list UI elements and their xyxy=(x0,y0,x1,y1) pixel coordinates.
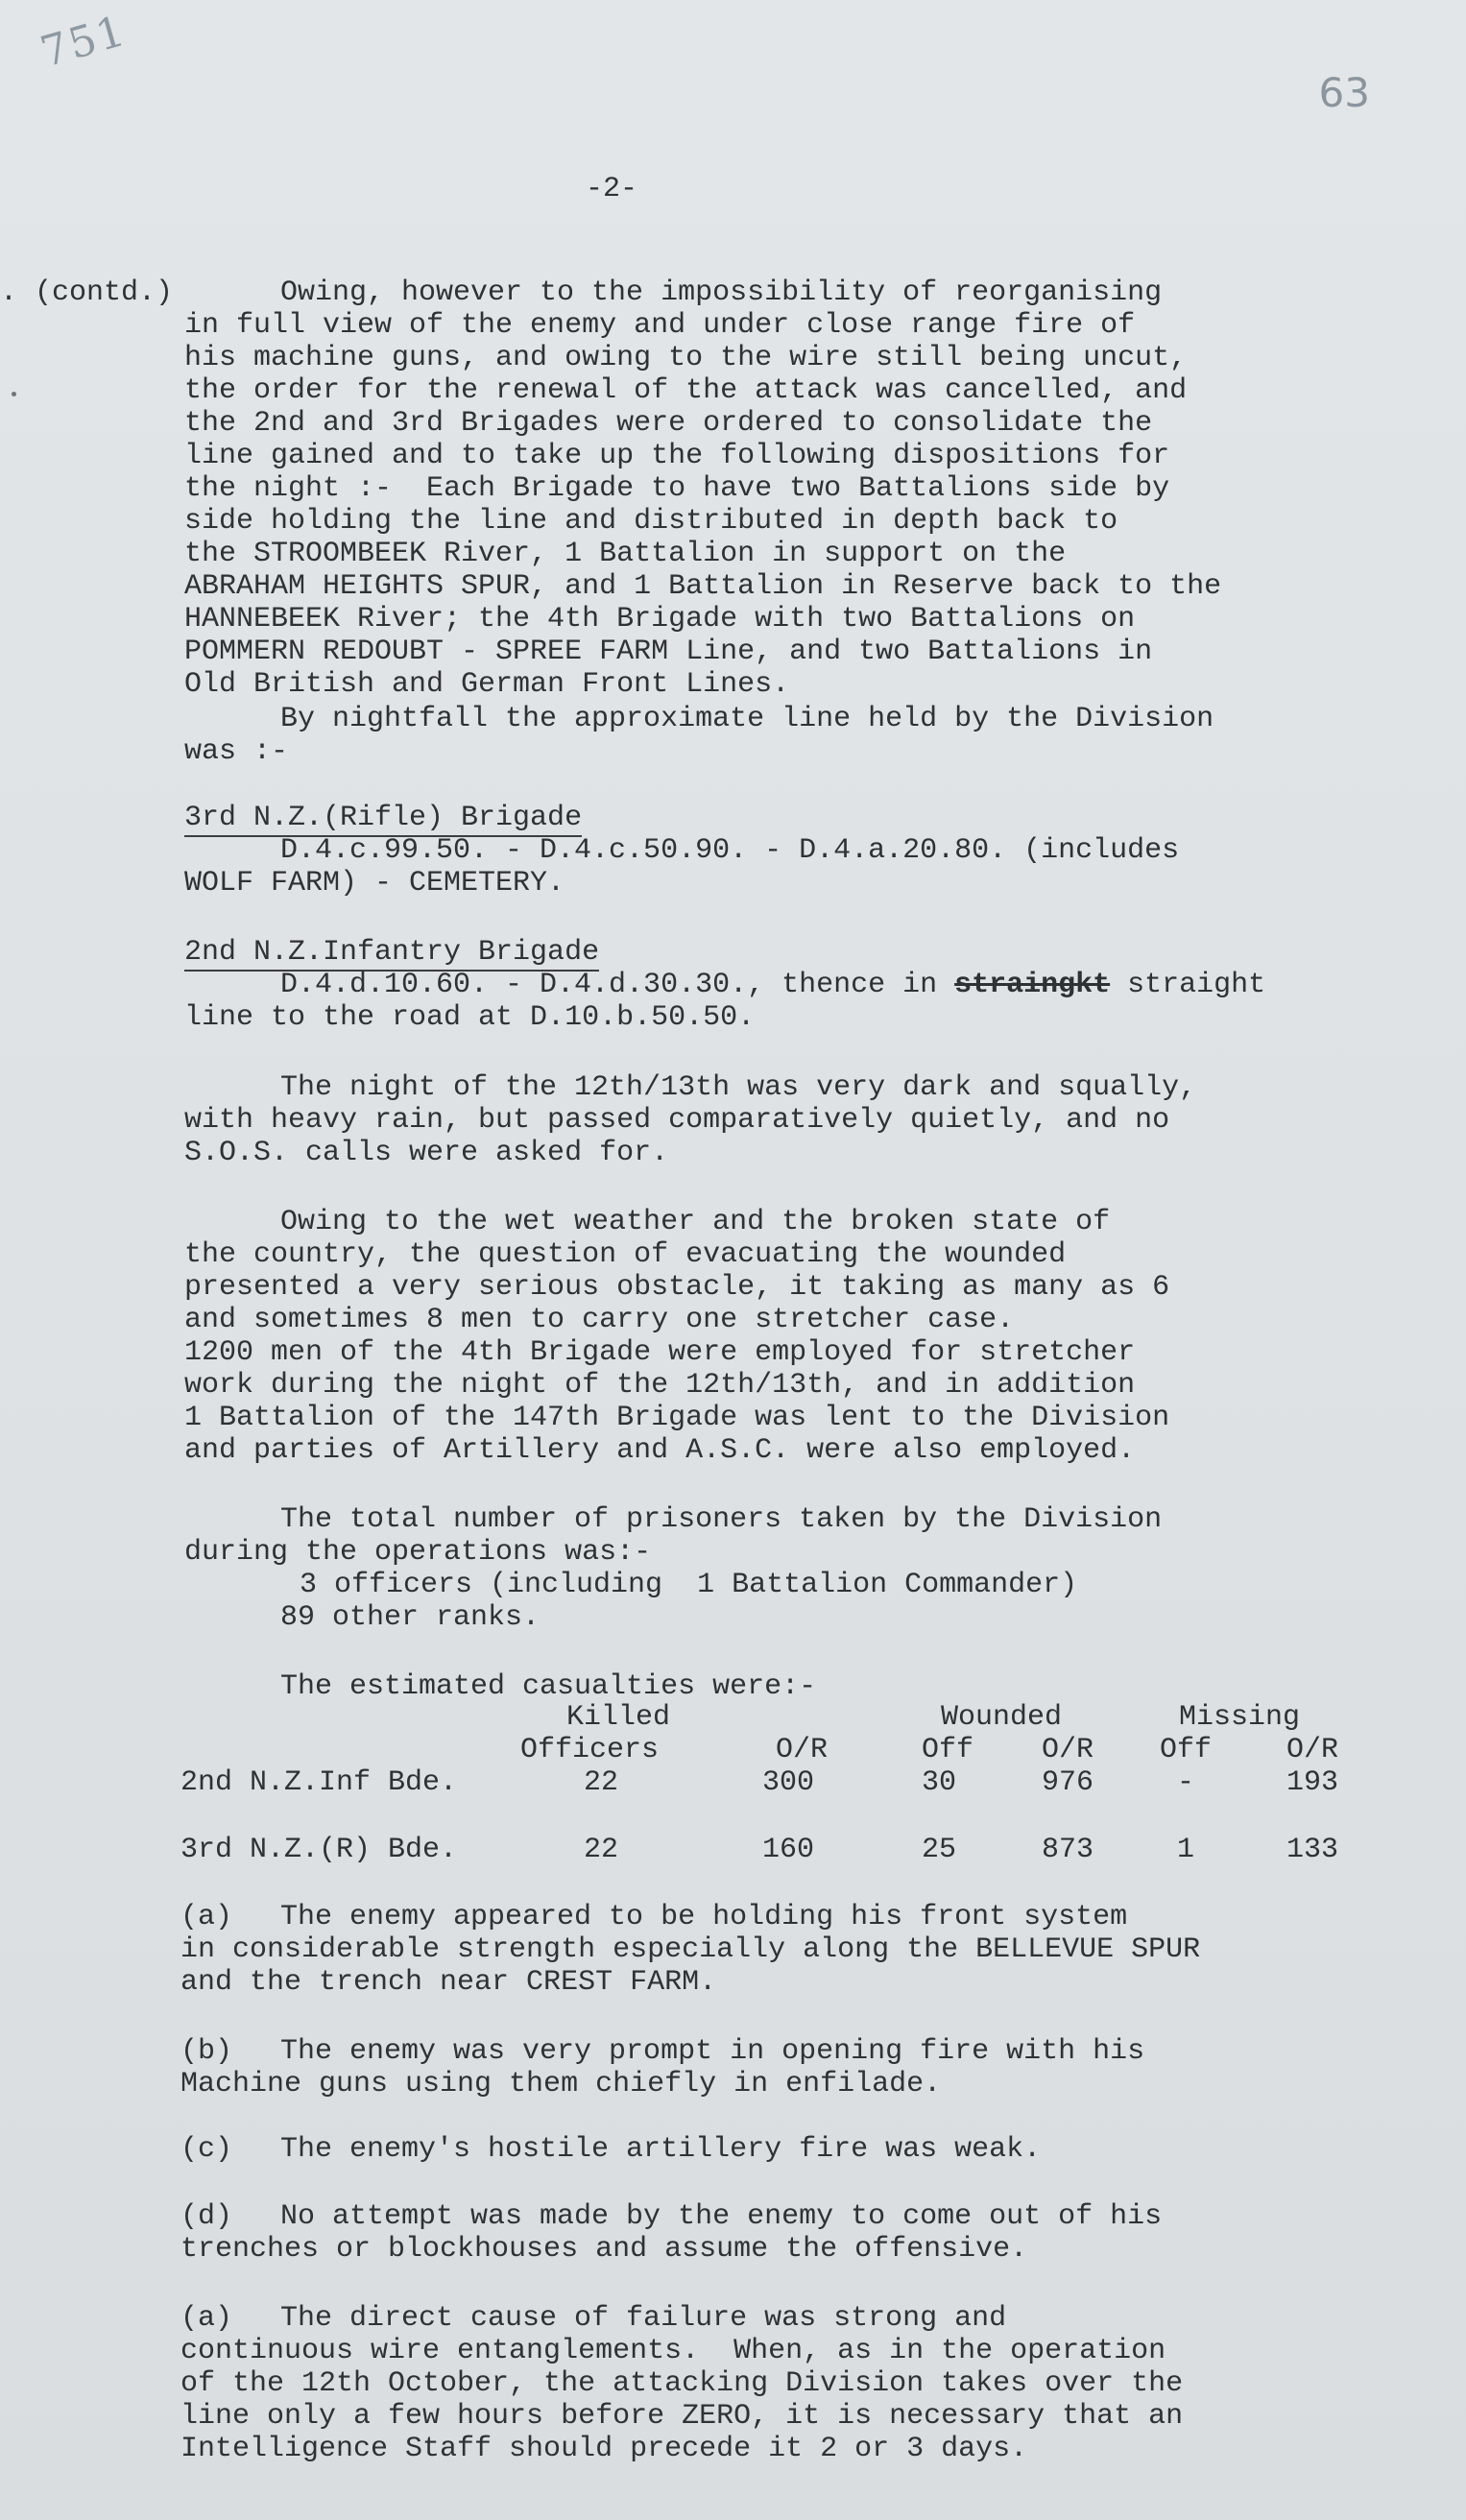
brigade3-heading: 3rd N.Z.(Rifle) Brigade xyxy=(184,802,582,837)
brigade2-line-2: line to the road at D.10.b.50.50. xyxy=(184,1001,756,1034)
casualties-intro: The estimated casualties were:- xyxy=(280,1670,817,1703)
margin-mark xyxy=(12,392,16,396)
obs-d-label: (d) xyxy=(180,2200,233,2233)
paragraph1-line-3: his machine guns, and owing to the wire still being uncut, xyxy=(184,342,1188,374)
row-1-killed-or: 300 xyxy=(762,1766,815,1799)
row-1-wounded-off: 30 xyxy=(922,1766,957,1799)
obs-c-line-1: The enemy's hostile artillery fire was weak. xyxy=(280,2133,1042,2166)
struck-word: straingkt xyxy=(954,969,1111,1001)
paragraph1-line-11: HANNEBEEK River; the 4th Brigade with two Battalions on xyxy=(184,603,1136,636)
folio-number-annotation: 63 xyxy=(1318,69,1370,116)
obs-e-line-5: Intelligence Staff should precede it 2 or 3 days. xyxy=(180,2433,1028,2465)
obs-a-line-2: in considerable strength especially along the BELLEVUE SPUR xyxy=(180,1933,1201,1966)
row-1-unit: 2nd N.Z.Inf Bde. xyxy=(180,1766,458,1799)
row-2-killed-officers: 22 xyxy=(584,1834,619,1866)
row-2-killed-or: 160 xyxy=(762,1834,815,1866)
obs-a-line-3: and the trench near CREST FARM. xyxy=(180,1966,717,1999)
prisoners-intro-1: The total number of prisoners taken by the Division xyxy=(280,1503,1163,1536)
obs-b-line-1: The enemy was very prompt in opening fire with his xyxy=(280,2035,1145,2068)
wounded-line-1: Owing to the wet weather and the broken state of xyxy=(280,1206,1111,1238)
night-line-2: with heavy rain, but passed comparatively quietly, and no xyxy=(184,1104,1170,1137)
wounded-line-7: 1 Battalion of the 147th Brigade was lent to the Division xyxy=(184,1402,1170,1434)
obs-e-line-2: continuous wire entanglements. When, as in the operation xyxy=(180,2335,1166,2367)
paragraph1-line-8: side holding the line and distributed in depth back to xyxy=(184,505,1118,538)
subheader-killed-or: O/R xyxy=(776,1734,829,1766)
brigade2-line-1 xyxy=(280,969,1265,1001)
night-line-3: S.O.S. calls were asked for. xyxy=(184,1137,669,1169)
obs-e-line-4: line only a few hours before ZERO, it is necessary that an xyxy=(180,2400,1184,2433)
subheader-wounded-off: Off xyxy=(922,1734,974,1766)
obs-d-line-1: No attempt was made by the enemy to come out of his xyxy=(280,2200,1163,2233)
paragraph1-line-7: the night :- Each Brigade to have two Battalions side by xyxy=(184,472,1170,505)
subheader-wounded-or: O/R xyxy=(1042,1734,1094,1766)
paragraph1-line-13: Old British and German Front Lines. xyxy=(184,668,790,701)
page-number: -2- xyxy=(586,173,638,205)
row-2-missing-off: 1 xyxy=(1177,1834,1195,1866)
night-line-1: The night of the 12th/13th was very dark and squally, xyxy=(280,1071,1197,1104)
paragraph1-line-1: Owing, however to the impossibility of reorganising xyxy=(280,276,1163,309)
wounded-line-3: presented a very serious obstacle, it taking as many as 6 xyxy=(184,1271,1170,1304)
brigade2-line-1-pre: D.4.d.10.60. - D.4.d.30.30., thence in xyxy=(280,969,955,1001)
subheader-missing-off: Off xyxy=(1160,1734,1213,1766)
brigade2-line-1-post: straight xyxy=(1110,969,1266,1001)
obs-c-label: (c) xyxy=(180,2133,233,2166)
obs-a-line-1: The enemy appeared to be holding his front system xyxy=(280,1901,1128,1933)
obs-d-line-2: trenches or blockhouses and assume the offensive. xyxy=(180,2233,1028,2266)
row-2-unit: 3rd N.Z.(R) Bde. xyxy=(180,1834,458,1866)
row-2-wounded-or: 873 xyxy=(1042,1834,1094,1866)
wounded-line-4: and sometimes 8 men to carry one stretcher case. xyxy=(184,1304,1015,1336)
row-1-wounded-or: 976 xyxy=(1042,1766,1094,1799)
wounded-line-8: and parties of Artillery and A.S.C. were also employed. xyxy=(184,1434,1136,1467)
row-2-missing-or: 133 xyxy=(1286,1834,1339,1866)
obs-a-label: (a) xyxy=(180,1901,233,1933)
paragraph1-line-9: the STROOMBEEK River, 1 Battalion in support on the xyxy=(184,538,1067,570)
paragraph1-line-4: the order for the renewal of the attack was cancelled, and xyxy=(184,374,1188,407)
nightfall-line-1: By nightfall the approximate line held by the Division xyxy=(280,703,1214,735)
obs-e-label: (a) xyxy=(180,2302,233,2335)
group-header-killed: Killed xyxy=(566,1701,671,1734)
archive-number-annotation: 751 xyxy=(35,6,132,78)
row-1-missing-or: 193 xyxy=(1286,1766,1339,1799)
group-header-missing: Missing xyxy=(1179,1701,1301,1734)
wounded-line-2: the country, the question of evacuating the wounded xyxy=(184,1238,1067,1271)
prisoners-intro-2: during the operations was:- xyxy=(184,1536,652,1569)
brigade3-line-1: D.4.c.99.50. - D.4.c.50.90. - D.4.a.20.80. (includes xyxy=(280,834,1180,867)
paragraph1-line-6: line gained and to take up the following dispositions for xyxy=(184,440,1170,472)
contd-label: . (contd.) xyxy=(0,276,174,309)
paragraph1-line-2: in full view of the enemy and under close range fire of xyxy=(184,309,1136,342)
row-1-killed-officers: 22 xyxy=(584,1766,619,1799)
subheader-officers: Officers xyxy=(520,1734,660,1766)
subheader-missing-or: O/R xyxy=(1286,1734,1339,1766)
row-1-missing-off: - xyxy=(1177,1766,1195,1799)
paragraph1-line-5: the 2nd and 3rd Brigades were ordered to consolidate the xyxy=(184,407,1153,440)
prisoners-officers: 3 officers (including 1 Battalion Commander) xyxy=(300,1569,1078,1601)
wounded-line-6: work during the night of the 12th/13th, and in addition xyxy=(184,1369,1136,1402)
obs-b-line-2: Machine guns using them chiefly in enfilade. xyxy=(180,2068,942,2100)
row-2-wounded-off: 25 xyxy=(922,1834,957,1866)
prisoners-other-ranks: 89 other ranks. xyxy=(280,1601,541,1634)
wounded-line-5: 1200 men of the 4th Brigade were employed for stretcher xyxy=(184,1336,1136,1369)
obs-b-label: (b) xyxy=(180,2035,233,2068)
nightfall-line-2: was :- xyxy=(184,735,289,768)
brigade3-line-2: WOLF FARM) - CEMETERY. xyxy=(184,867,565,900)
obs-e-line-1: The direct cause of failure was strong and xyxy=(280,2302,1007,2335)
brigade2-heading: 2nd N.Z.Infantry Brigade xyxy=(184,936,599,972)
paragraph1-line-12: POMMERN REDOUBT - SPREE FARM Line, and two Battalions in xyxy=(184,636,1153,668)
group-header-wounded: Wounded xyxy=(941,1701,1063,1734)
paragraph1-line-10: ABRAHAM HEIGHTS SPUR, and 1 Battalion in Reserve back to the xyxy=(184,570,1222,603)
obs-e-line-3: of the 12th October, the attacking Division takes over the xyxy=(180,2367,1184,2400)
